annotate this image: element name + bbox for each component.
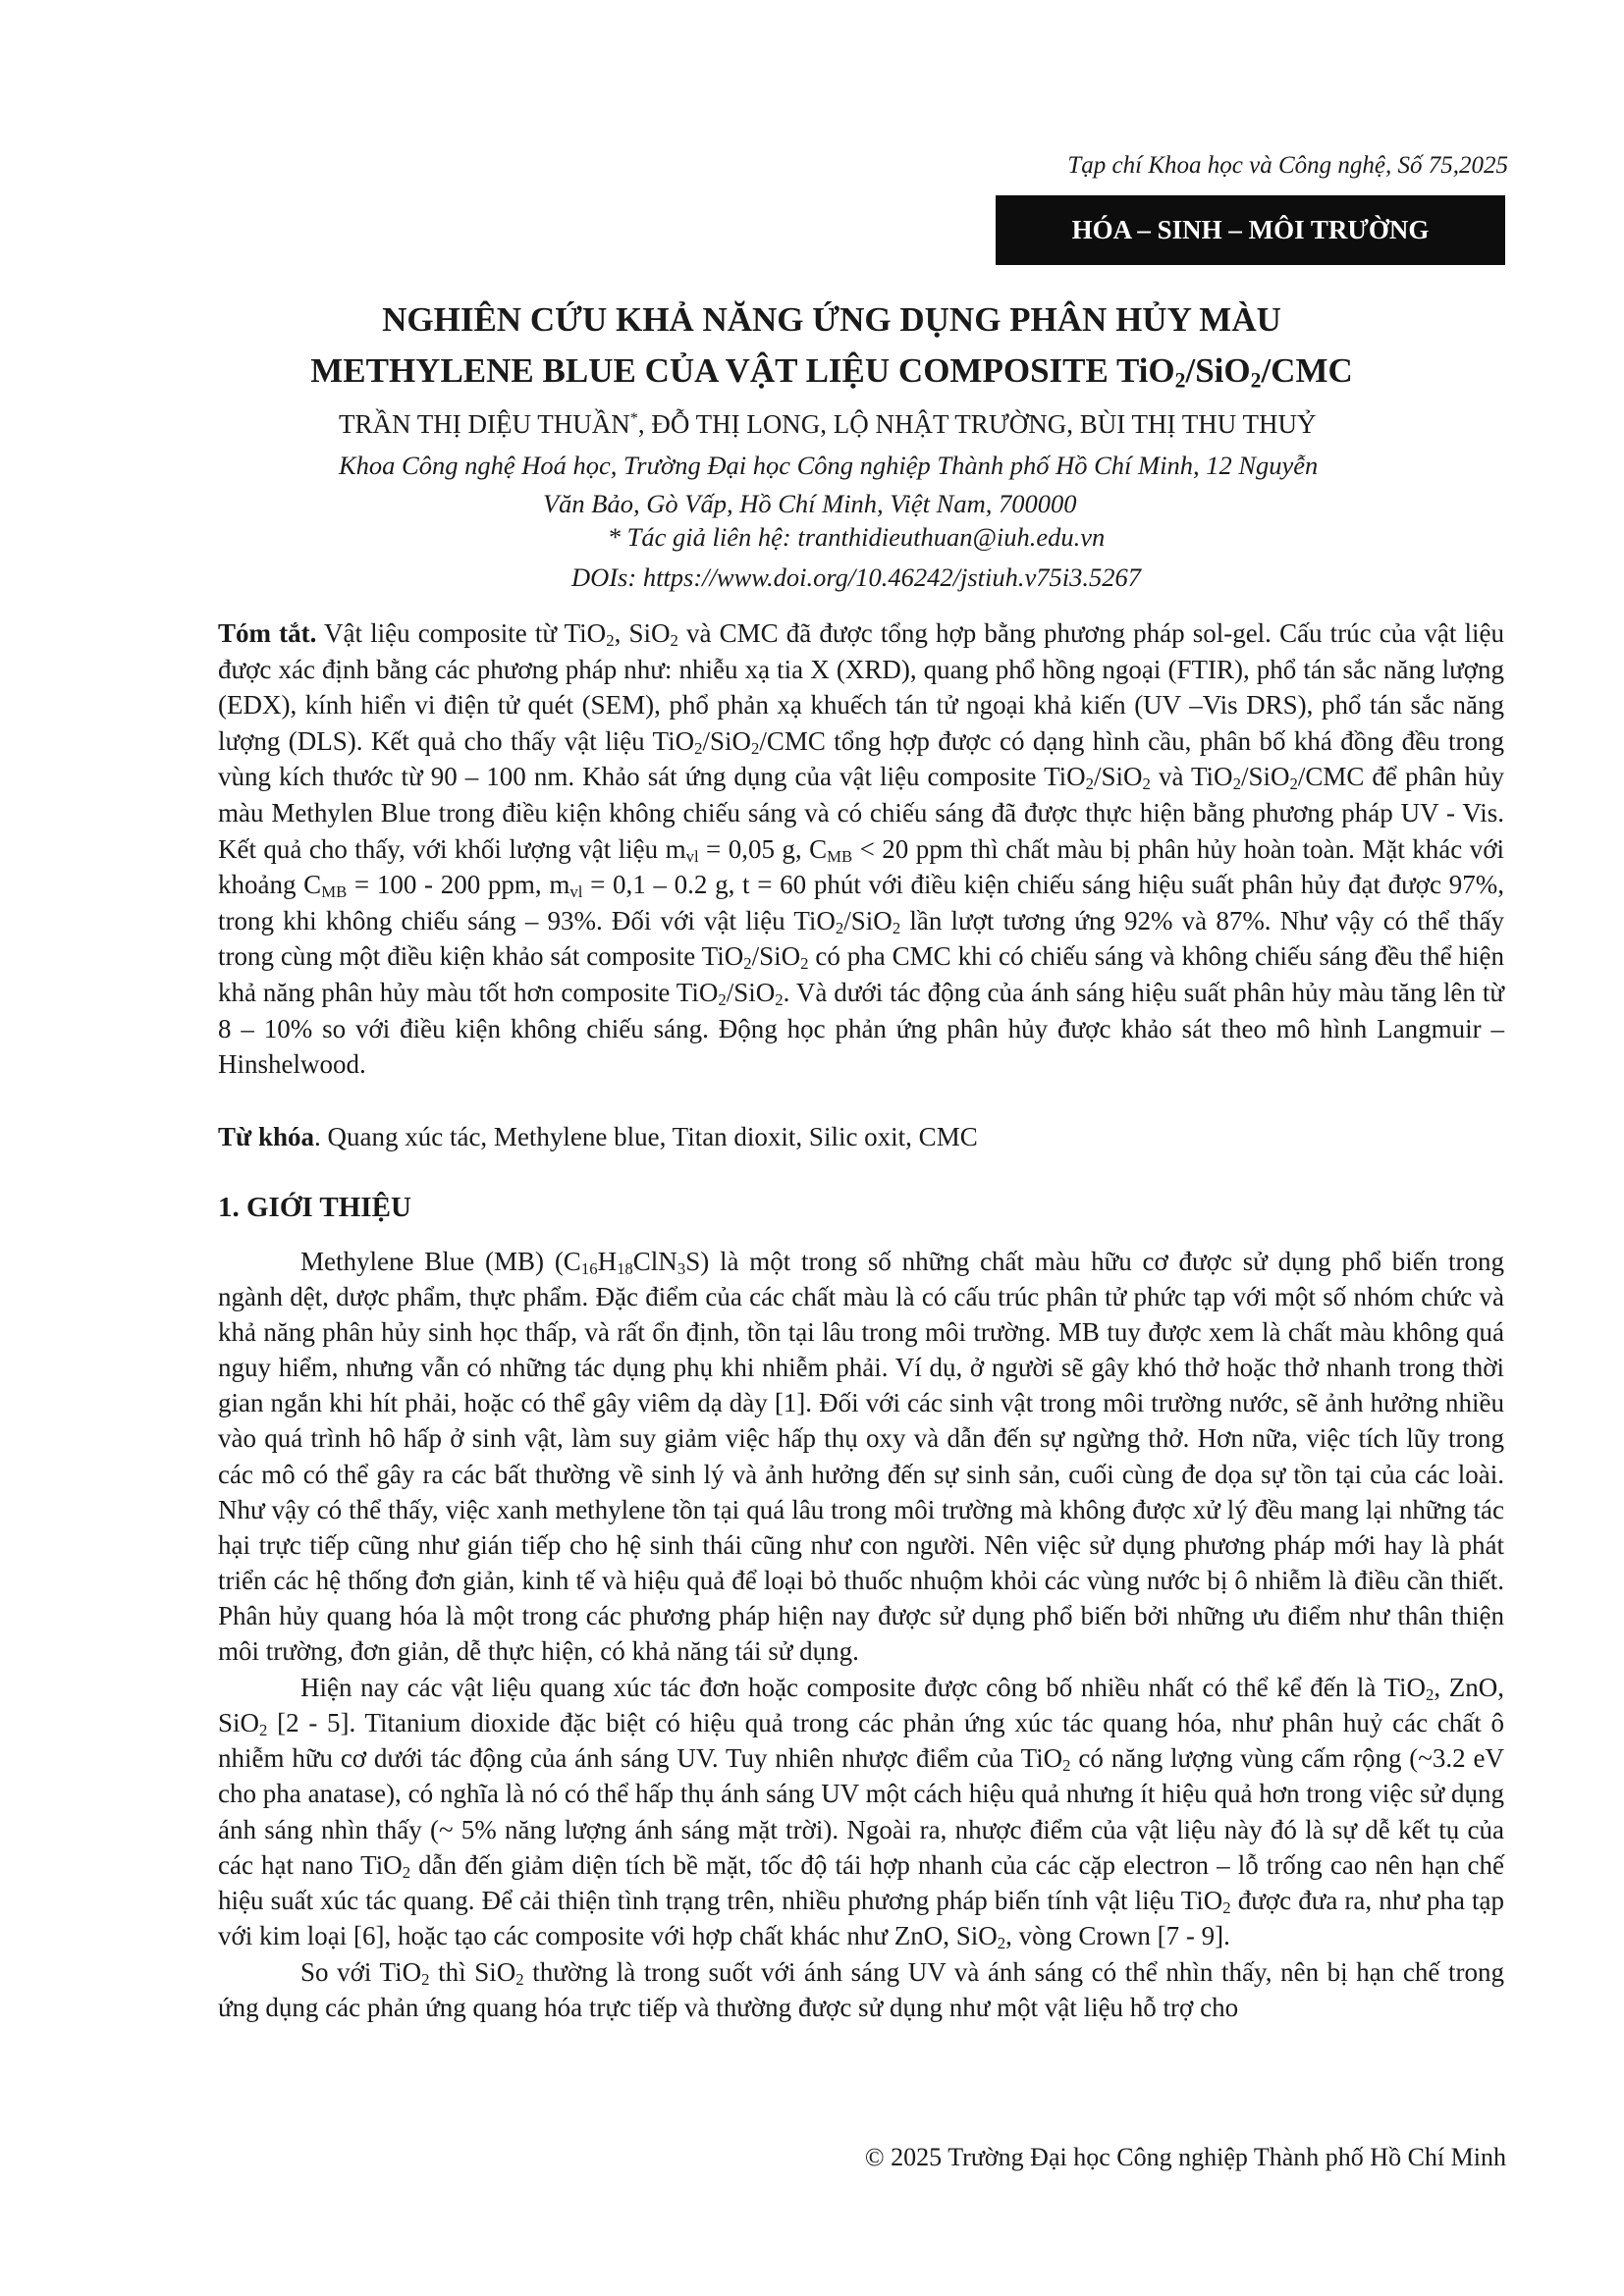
doi-link[interactable]: DOIs: https://www.doi.org/10.46242/jstiuh.v75i3.5267 — [570, 562, 1142, 592]
body-text — [218, 1244, 1504, 2026]
affiliation — [339, 447, 1497, 523]
title-line-1: NGHIÊN CỨU KHẢ NĂNG ỨNG DỤNG PHÂN HỦY MÀU — [382, 300, 1281, 339]
abstract-label: Tóm tắt. — [218, 618, 317, 648]
section-banner — [996, 195, 1505, 265]
keywords: Từ khóa. Quang xúc tác, Methylene blue, Titan dioxit, Silic oxit, CMC — [218, 1122, 978, 1151]
abstract: Tóm tắt. Vật liệu composite từ TiO$_2$, SiO$_2$ và CMC đã được tổng hợp bằng phương pháp sol-gel. Cấu trúc của vật liệu được xác định bằng các phương pháp như: nhiễu xạ tia X (XRD), quang phổ hồng ngoại (FTIR), phổ tán sắc năng lượng (EDX), kính hiển vi điện tử quét (SEM), phổ phản xạ khuếch tán tử ngoại khả kiến (UV –Vis DRS), phổ tán sắc năng lượng (DLS). Kết quả cho thấy vật liệu TiO$_2$/SiO$_2$/CMC tổng hợp được có dạng hình cầu, phân bố khá đồng đều trong vùng kích thước từ 90 – 100 nm. Khảo sát ứng dụng của vật liệu composite TiO$_2$/SiO$_2$ và TiO$_2$/SiO$_2$/CMC để phân hủy màu Methylen Blue trong điều kiện không chiếu sáng và có chiếu sáng đã được thực hiện bằng phương pháp UV - Vis. Kết quả cho thấy, với khối lượng vật liệu $m_{vl} = 0,05$ g, $C_{MB} < 20$ ppm thì chất màu bị phân hủy hoàn toàn. Mặt khác với khoảng $C_{MB} = 100 - 200$ ppm, $m_{vl} = 0,1 - 0.2$ g, t = 60 phút với điều kiện chiếu sáng hiệu suất phân hủy đạt được 97%, trong khi không chiếu sáng – 93%. Đối với vật liệu TiO$_2$/SiO$_2$ lần lượt tương ứng 92% và 87%. Như vậy có thể thấy trong cùng một điều kiện khảo sát composite TiO$_2$/SiO$_2$ có pha CMC khi có chiếu sáng và không chiếu sáng đều thể hiện khả năng phân hủy màu tốt hơn composite TiO$_2$/SiO$_2$. Và dưới tác động của ánh sáng hiệu suất phân hủy màu tăng lên từ 8 – 10% so với điều kiện không chiếu sáng. Động học phản ứng phân hủy được khảo sát theo mô hình Langmuir – Hinshelwood. — [218, 618, 1504, 1080]
section-heading-introduction: 1. GIỚI THIỆU — [218, 1192, 411, 1223]
title-line-2: METHYLENE BLUE CỦA VẬT LIỆU COMPOSITE TiO$_2$/SiO$_2$/CMC — [310, 351, 1353, 393]
keywords-label: Từ khóa — [218, 1122, 314, 1151]
corresponding-author: * Tác giả liên hệ: tranthidieuthuan@iuh.edu.vn — [607, 522, 1106, 552]
affiliation-line-1: Khoa Công nghệ Hoá học, Trường Đại học Công nghiệp Thành phố Hồ Chí Minh, 12 Nguyễn — [339, 451, 1319, 480]
journal-info: Tạp chí Khoa học và Công nghệ, Số 75,2025 — [1067, 152, 1508, 179]
copyright-footer: © 2025 Trường Đại học Công nghiệp Thành phố Hồ Chí Minh — [864, 2143, 1506, 2171]
paper-title — [0, 294, 1624, 397]
section-label: HÓA – SINH – MÔI TRƯỜNG — [1071, 215, 1430, 244]
author-list: TRẦN THỊ DIỆU THUẦN*, ĐỖ THỊ LONG, LỘ NHẬT TRƯỜNG, BÙI THỊ THU THUỶ — [339, 409, 1317, 439]
paragraph-1: Methylene Blue (MB) $(C_{16}H_{18}ClN_3S)$ là một trong số những chất màu hữu cơ được sử dụng phổ biến trong ngành dệt, dược phẩm, thực phẩm. Đặc điểm của các chất màu là có cấu trúc phân tử phức tạp với một số nhóm chức và khả năng phân hủy sinh học thấp, và rất ổn định, tồn tại lâu trong môi trường. MB tuy được xem là chất màu không quá nguy hiểm, nhưng vẫn có những tác dụng phụ khi nhiễm phải. Ví dụ, ở người sẽ gây khó thở hoặc thở nhanh trong thời gian ngắn khi hít phải, hoặc có thể gây viêm dạ dày [1]. Đối với các sinh vật trong môi trường nước, sẽ ảnh hưởng nhiều vào quá trình hô hấp ở sinh vật, làm suy giảm việc hấp thụ oxy và dẫn đến sự ngừng thở. Hơn nữa, việc tích lũy trong các mô có thể gây ra các bất thường về sinh lý và ảnh hưởng đến sự sinh sản, cuối cùng đe dọa sự tồn tại của các loài. Như vậy có thể thấy, việc xanh methylene tồn tại quá lâu trong môi trường mà không được xử lý đều mang lại những tác hại trực tiếp cũng như gián tiếp cho hệ sinh thái cũng như con người. Nên việc sử dụng phương pháp mới hay là phát triển các hệ thống đơn giản, kinh tế và hiệu quả để loại bỏ thuốc nhuộm khỏi các vùng nước bị ô nhiễm là điều cần thiết. Phân hủy quang hóa là một trong các phương pháp hiện nay được sử dụng phổ biến bởi những ưu điểm như thân thiện môi trường, đơn giản, dễ thực hiện, có khả năng tái sử dụng. — [218, 1247, 1504, 1667]
paragraph-3: So với TiO$_2$ thì SiO$_2$ thường là trong suốt với ánh sáng UV và ánh sáng có thể nhìn thấy, nên bị hạn chế trong ứng dụng các phản ứng quang hóa trực tiếp và thường được sử dụng như một vật liệu hỗ trợ cho — [218, 1956, 1504, 2022]
paragraph-2: Hiện nay các vật liệu quang xúc tác đơn hoặc composite được công bố nhiều nhất có thể kể đến là TiO$_2$, ZnO, SiO$_2$ [2 - 5]. Titanium dioxide đặc biệt có hiệu quả trong các phản ứng xúc tác quang hóa, như phân huỷ các chất ô nhiễm hữu cơ dưới tác động của ánh sáng UV. Tuy nhiên nhược điểm của TiO$_2$ có năng lượng vùng cấm rộng (~3.2 eV cho pha anatase), có nghĩa là nó có thể hấp thụ ánh sáng UV một cách hiệu quả nhưng ít hiệu quả hơn trong việc sử dụng ánh sáng nhìn thấy (~ 5% năng lượng ánh sáng mặt trời). Ngoài ra, nhược điểm của vật liệu này đó là sự dễ kết tụ của các hạt nano TiO$_2$ dẫn đến giảm diện tích bề mặt, tốc độ tái hợp nhanh của các cặp electron – lỗ trống cao nên hạn chế hiệu suất xúc tác quang. Để cải thiện tình trạng trên, nhiều phương pháp biến tính vật liệu TiO$_2$ được đưa ra, như pha tạp với kim loại [6], hoặc tạo các composite với hợp chất khác như ZnO, SiO$_2$, vòng Crown [7 - 9]. — [218, 1673, 1504, 1952]
affiliation-line-2: Văn Bảo, Gò Vấp, Hồ Chí Minh, Việt Nam, 700000 — [543, 489, 1077, 518]
